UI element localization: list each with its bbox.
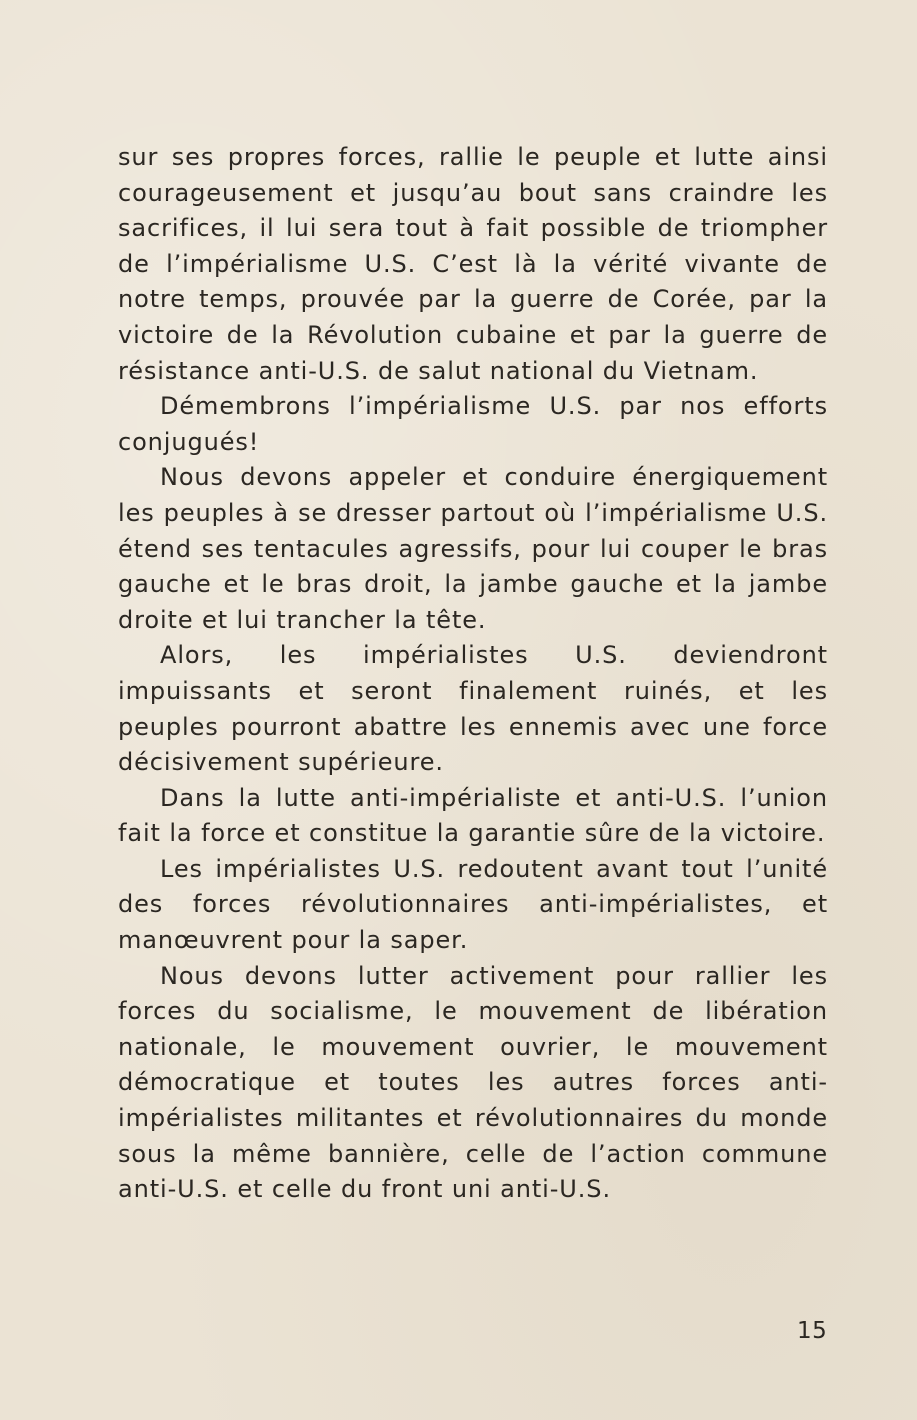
paragraph: Les impérialistes U.S. redoutent avant tout l’unité des forces révolutionnaires anti-impérialistes, et manœuvrent pour la saper. — [118, 854, 828, 955]
paragraph-continuation: sur ses propres forces, rallie le peuple et lutte ainsi courageusement et jusqu’au bout sans craindre les sacrifices, il lui sera tout à fait possible de triompher de l’impérialisme U.S. C’est là la vérité vivante de notre temps, prouvée par la guerre de Corée, par la victoire de la Révolution cubaine et par la guerre de résistance anti-U.S. de salut national du Vietnam. — [118, 143, 828, 385]
paragraph: Dans la lutte anti-impérialiste et anti-U.S. l’union fait la force et constitue la garantie sûre de la victoire. — [118, 783, 828, 848]
paragraph-slogan: Démembrons l’impérialisme U.S. par nos efforts conjugués! — [118, 392, 828, 456]
body-text — [118, 140, 828, 1208]
paragraph: Alors, les impérialistes U.S. deviendront impuissants et seront finalement ruinés, et les peuples pourront abattre les ennemis avec une force décisivement supérieure. — [118, 641, 828, 777]
paragraph: Nous devons appeler et conduire énergiquement les peuples à se dresser partout où l’impérialisme U.S. étend ses tentacules agressifs, pour lui couper le bras gauche et le bras droit, la jambe gauche et la jambe droite et lui trancher la tête. — [118, 463, 828, 634]
paragraph: Nous devons lutter activement pour rallier les forces du socialisme, le mouvement de libération nationale, le mouvement ouvrier, le mouvement démocratique et toutes les autres forces anti-impérialistes militantes et révolutionnaires du monde sous la même bannière, celle de l’action commune anti-U.S. et celle du front uni anti-U.S. — [118, 961, 828, 1204]
page-number: 15 — [797, 1318, 828, 1344]
